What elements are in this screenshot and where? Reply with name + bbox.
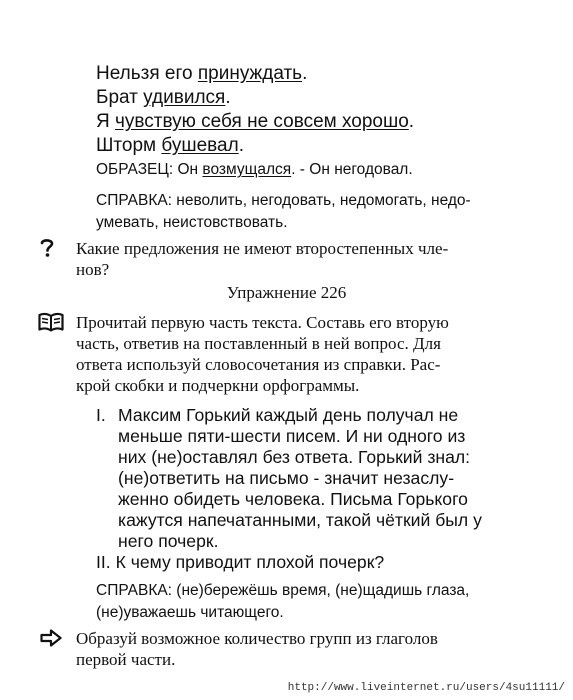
text-line-4: (не)ответить на письмо - значит незаслу- (118, 468, 455, 488)
example-sentence-3 (96, 110, 414, 134)
sample-text: Он (177, 161, 203, 178)
reference2-line-1: СПРАВКА: (не)бережёшь время, (не)щадишь глаза, (96, 582, 470, 599)
underlined-word: бушевал (161, 135, 239, 156)
task-line-3: ответа используй словосочетания из справки. Рас- (76, 355, 441, 374)
task-line-1: Прочитай первую часть текста. Составь его вторую (76, 313, 449, 332)
underlined-word: чувствую себя не совсем хорошо (115, 111, 409, 132)
task2-line-2: первой части. (76, 650, 176, 669)
task2-line-1: Образуй возможное количество групп из глаголов (76, 629, 438, 648)
sentence-punct: . (238, 135, 244, 156)
task-line-4: крой скобки и подчеркни орфограммы. (76, 376, 360, 395)
underlined-word: принуждать (197, 63, 303, 84)
sample-line (96, 159, 413, 181)
question-mark-icon (40, 238, 54, 263)
text-line-3: них (не)оставлял без ответа. Горький знал: (118, 447, 471, 467)
sentence-text: Брат (96, 87, 144, 108)
task-line-2: часть, ответив на поставленный в ней вопрос. Для (76, 334, 441, 353)
book-icon (38, 312, 64, 337)
text-line-2: меньше пяти-шести писем. И ни одного из (118, 426, 466, 446)
text-line-6: кажутся напечатанными, такой чёткий был у (118, 510, 482, 530)
sample-underlined-word: возмущался (202, 161, 292, 178)
question-line-2: нов? (76, 260, 110, 279)
part-one-marker: I. (96, 405, 106, 425)
reference-line-2: умевать, неистовствовать. (96, 214, 288, 231)
footer-url[interactable]: http://www.liveinternet.ru/users/4su11111/ (287, 682, 565, 694)
part-two-question: К чему приводит плохой почерк? (115, 552, 385, 572)
example-sentence-1 (96, 62, 307, 86)
part-two-marker: II. (96, 552, 111, 572)
sentence-text: Нельзя его (96, 63, 198, 84)
text-line-7: него почерк. (118, 531, 219, 551)
underlined-word: удивился (143, 87, 226, 108)
sentence-punct: . (302, 63, 308, 84)
sentence-punct: . (225, 87, 231, 108)
exercise-title: Упражнение 226 (226, 283, 347, 302)
text-line-5: женно обидеть человека. Письма Горького (118, 489, 468, 509)
sentence-text: Шторм (96, 135, 162, 156)
text-line-1: Максим Горький каждый день получал не (118, 405, 459, 425)
sample-label: ОБРАЗЕЦ: (96, 161, 178, 178)
arrow-right-icon (40, 629, 62, 652)
example-sentence-4 (96, 134, 244, 158)
sample-text-end: . - Он негодовал. (291, 161, 413, 178)
sentence-text: Я (96, 111, 115, 132)
sentence-punct: . (408, 111, 415, 132)
example-sentence-2 (96, 86, 231, 110)
reference2-line-2: (не)уважаешь читающего. (96, 604, 284, 621)
question-line-1: Какие предложения не имеют второстепенных чле- (76, 239, 449, 258)
reference-line-1: СПРАВКА: неволить, негодовать, недомогать, недо- (96, 192, 471, 209)
part-two-line (96, 552, 384, 573)
